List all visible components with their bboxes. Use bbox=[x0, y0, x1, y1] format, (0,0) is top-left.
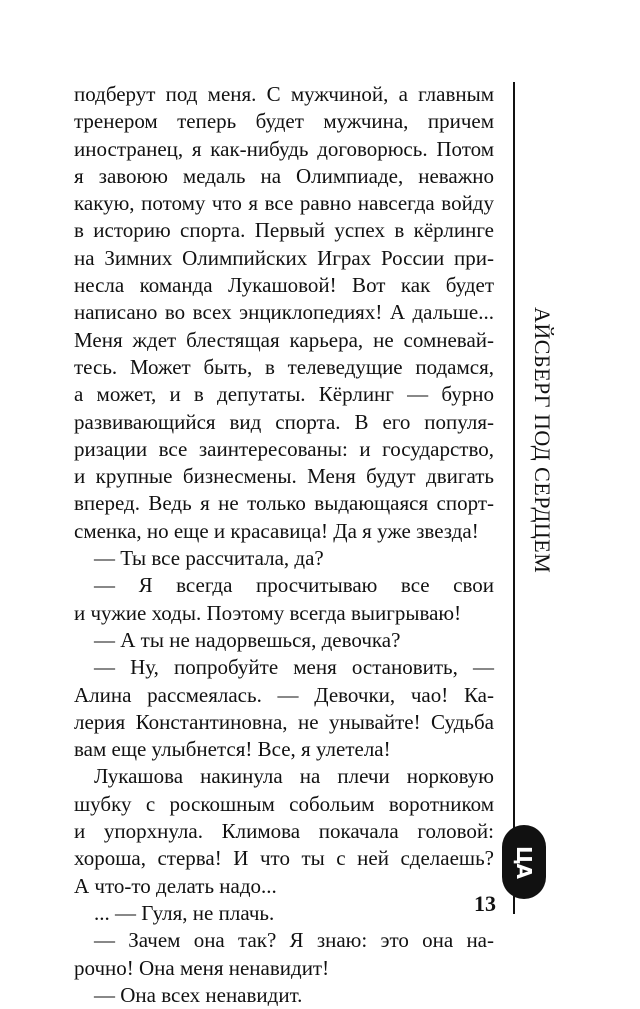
text-line: на Зимних Олимпийских Играх России при- bbox=[74, 245, 494, 270]
text-line: какую, потому что я все равно навсегда войду bbox=[74, 191, 494, 216]
vertical-rule bbox=[513, 82, 515, 914]
text-line: и чужие ходы. Поэтому всегда выигрываю! bbox=[74, 600, 462, 625]
text-line: а может, и в депутаты. Кёрлинг — бурно bbox=[74, 382, 494, 407]
text-line: иностранец, я как-нибудь договорюсь. Потом bbox=[74, 136, 494, 161]
body-text bbox=[74, 81, 494, 1009]
text-line: — А ты не надорвешься, девочка? bbox=[94, 627, 401, 652]
text-line: в историю спорта. Первый успех в кёрлинге bbox=[74, 218, 494, 243]
text-line: Меня ждет блестящая карьера, не сомневай- bbox=[74, 327, 494, 352]
text-line: — Ты все рассчитала, да? bbox=[94, 546, 324, 571]
text-line: вам еще улыбнется! Все, я улетела! bbox=[74, 737, 391, 762]
text-line: написано во всех энциклопедиях! А дальше... bbox=[74, 300, 494, 325]
text-line: тренером теперь будет мужчина, причем bbox=[74, 109, 494, 134]
text-line: — Зачем она так? Я знаю: это она на- bbox=[94, 928, 494, 953]
page-number: 13 bbox=[474, 891, 496, 916]
text-line: сменка, но еще и красавица! Да я уже звезда! bbox=[74, 518, 479, 543]
text-line: — Я всегда просчитываю все свои bbox=[94, 573, 494, 598]
publisher-logo-icon bbox=[502, 825, 546, 899]
text-line: хороша, стерва! И что ты с ней сделаешь? bbox=[74, 846, 494, 871]
text-line: Алина рассмеялась. — Девочки, чао! Ка- bbox=[74, 682, 494, 707]
text-line: тесь. Может быть, в телеведущие подамся, bbox=[74, 354, 494, 379]
text-line: — Ну, попробуйте меня остановить, — bbox=[94, 655, 494, 680]
text-line: и упорхнула. Климова покачала головой: bbox=[74, 819, 494, 844]
text-line: — Она всех ненавидит. bbox=[94, 982, 303, 1007]
text-line: А что-то делать надо... bbox=[74, 873, 277, 898]
text-line: подберут под меня. С мужчиной, а главным bbox=[74, 82, 494, 106]
text-line: развивающийся вид спорта. В его популя- bbox=[74, 409, 494, 434]
text-line: лерия Константиновна, не унывайте! Судьба bbox=[74, 709, 494, 734]
text-line: и крупные бизнесмены. Меня будут двигать bbox=[74, 464, 494, 489]
logo-mark: ЦА bbox=[512, 845, 536, 879]
text-line: шубку с роскошным собольим воротником bbox=[74, 791, 494, 816]
text-line: Лукашова накинула на плечи норковую bbox=[94, 764, 494, 789]
text-line: несла команда Лукашовой! Вот как будет bbox=[74, 273, 494, 298]
text-line: ... — Гуля, не плачь. bbox=[94, 900, 275, 925]
text-line: рочно! Она меня ненавидит! bbox=[74, 955, 330, 980]
text-line: я завоюю медаль на Олимпиаде, неважно bbox=[74, 163, 494, 188]
running-title: АЙСБЕРГ ПОД СЕРДЦЕМ bbox=[530, 306, 555, 574]
text-line: ризации все заинтересованы: и государство, bbox=[74, 436, 494, 461]
text-line: вперед. Ведь я не только выдающаяся спорт- bbox=[74, 491, 494, 516]
